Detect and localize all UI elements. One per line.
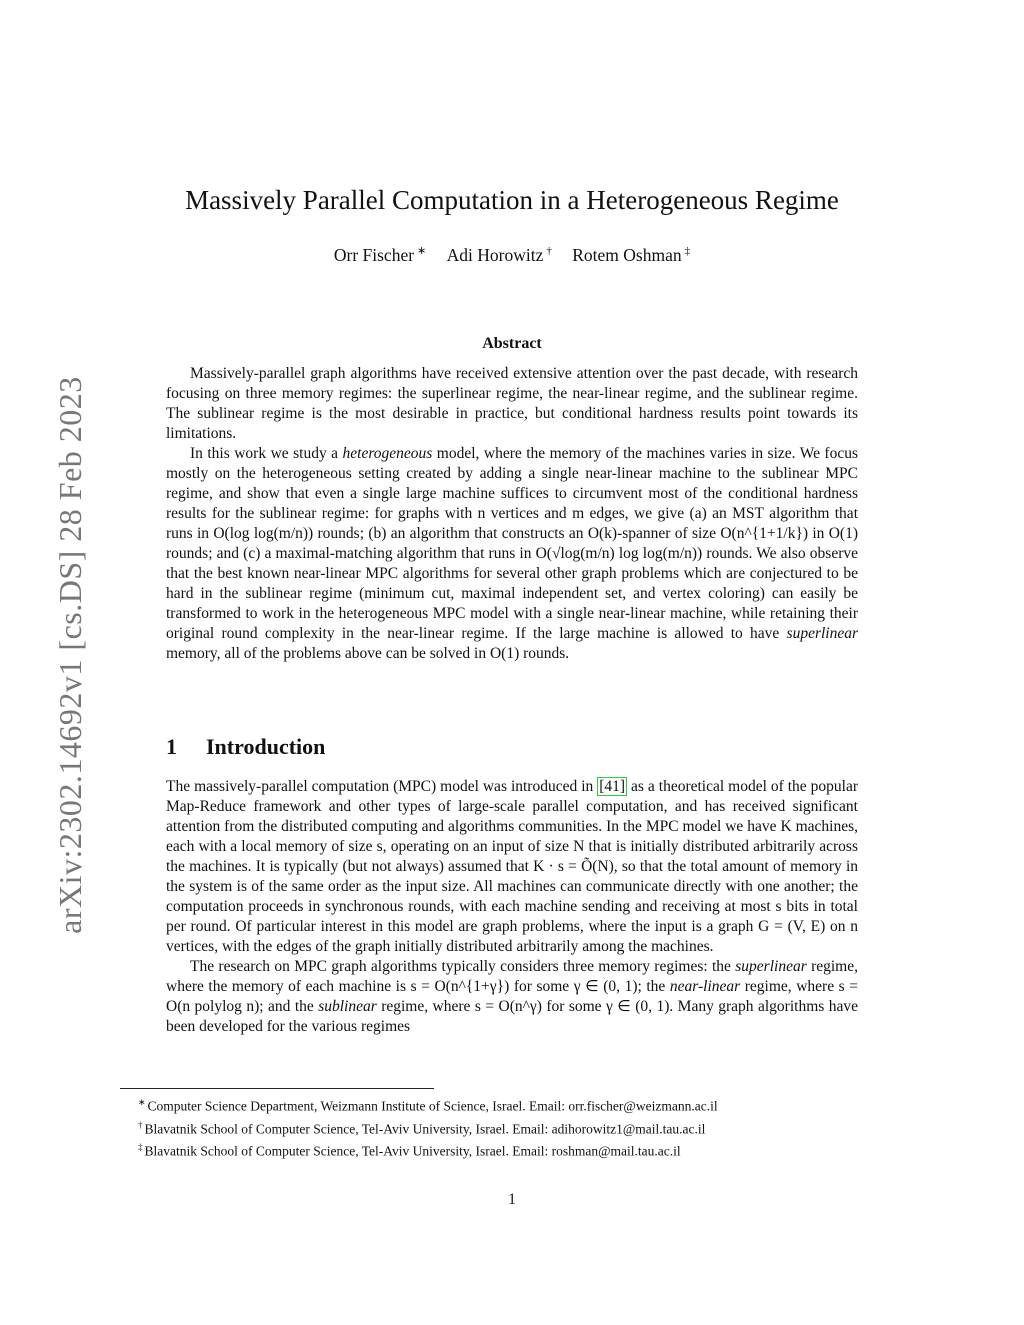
paper-title: Massively Parallel Computation in a Heterogeneous Regime: [185, 185, 839, 215]
author-name: Orr Fischer: [333, 244, 415, 265]
footnote-divider: [120, 1088, 434, 1089]
abstract-body: [166, 364, 858, 664]
author-footnote-mark[interactable]: †: [546, 245, 552, 257]
body-paragraph: The research on MPC graph algorithms typically considers three memory regimes: the superlinear regime, where the memory of each machine is s = O(n^{1+γ}) for some γ ∈ (0, 1); the near-linear regime, where s = O(n polylog n); and the sublinear regime, where s = O(n^γ) for some γ ∈ (0, 1). Many graph algorithms have been developed for the various regimes: [166, 958, 859, 1035]
body-paragraph: The massively-parallel computation (MPC) model was introduced in [41] as a theoretical model of the popular Map-Reduce framework and other types of large-scale parallel computation, and has received significant attention from the distributed computing and algorithms communities. In the MPC model we have K machines, each with a local memory of size s, operating on an input of size N that is initially distributed arbitrarily across the machines. It is typically (but not always) assumed that K · s = Õ(N), so that the total amount of memory in the system is of the same order as the input size. All machines can communicate directly with one another; the computation proceeds in synchronous rounds, with each machine sending and receiving at most s bits in total per round. Of particular interest in this model are graph problems, where the input is a graph G = (V, E) on n vertices, with the edges of the graph initially distributed arbitrarily among the machines.: [166, 778, 858, 955]
author-list: [0, 244, 1024, 266]
author-footnote-mark[interactable]: ‡: [684, 245, 691, 257]
author-name: Adi Horowitz: [446, 244, 544, 265]
citation-link[interactable]: [41]: [599, 778, 626, 795]
section-title: Introduction: [206, 734, 326, 759]
footnote: ∗ Computer Science Department, Weizmann Institute of Science, Israel. Email: orr.fischer@weizmann.ac.il: [138, 1097, 718, 1114]
abstract-heading: Abstract: [482, 335, 542, 352]
author: [334, 245, 426, 265]
abstract-paragraph: Massively-parallel graph algorithms have received extensive attention over the past decade, with research focusing on three memory regimes: the superlinear regime, the near-linear regime, and the sublinear regime. The sublinear regime is the most desirable in practice, but conditional hardness results point towards its limitations.: [166, 365, 858, 442]
abstract-paragraph: In this work we study a heterogeneous model, where the memory of the machines varies in size. We focus mostly on the heterogeneous setting created by adding a single near-linear machine to the sublinear MPC regime, and show that even a single large machine suffices to circumvent most of the conditional hardness results for the sublinear regime: for graphs with n vertices and m edges, we give (a) an MST algorithm that runs in O(log log(m/n)) rounds; (b) an algorithm that constructs an O(k)-spanner of size O(n^{1+1/k}) in O(1) rounds; and (c) a maximal-matching algorithm that runs in O(√log(m/n) log log(m/n)) rounds. We also observe that the best known near-linear MPC algorithms for several other graph problems which are conjectured to be hard in the sublinear regime (minimum cut, maximal independent set, and vertex coloring) can easily be transformed to work in the heterogeneous MPC model with a single near-linear machine, while retaining their original round complexity in the near-linear regime. If the large machine is allowed to have superlinear memory, all of the problems above can be solved in O(1) rounds.: [166, 445, 859, 662]
section-body: [166, 777, 858, 1037]
author-footnote-mark[interactable]: ∗: [417, 245, 427, 257]
page-number: 1: [508, 1191, 516, 1208]
author: [572, 245, 690, 265]
section-number: 1: [166, 734, 177, 759]
footnote: ‡ Blavatnik School of Computer Science, Tel-Aviv University, Israel. Email: roshman@mail.tau.ac.il: [138, 1142, 681, 1159]
arxiv-identifier: arXiv:2302.14692v1 [cs.DS] 28 Feb 2023: [52, 376, 88, 934]
author: [447, 245, 552, 265]
author-name: Rotem Oshman: [572, 244, 682, 265]
footnote: † Blavatnik School of Computer Science, Tel-Aviv University, Israel. Email: adihorowitz1@mail.tau.ac.il: [138, 1119, 706, 1136]
section-heading: [166, 734, 325, 760]
footnotes: [138, 1093, 898, 1161]
